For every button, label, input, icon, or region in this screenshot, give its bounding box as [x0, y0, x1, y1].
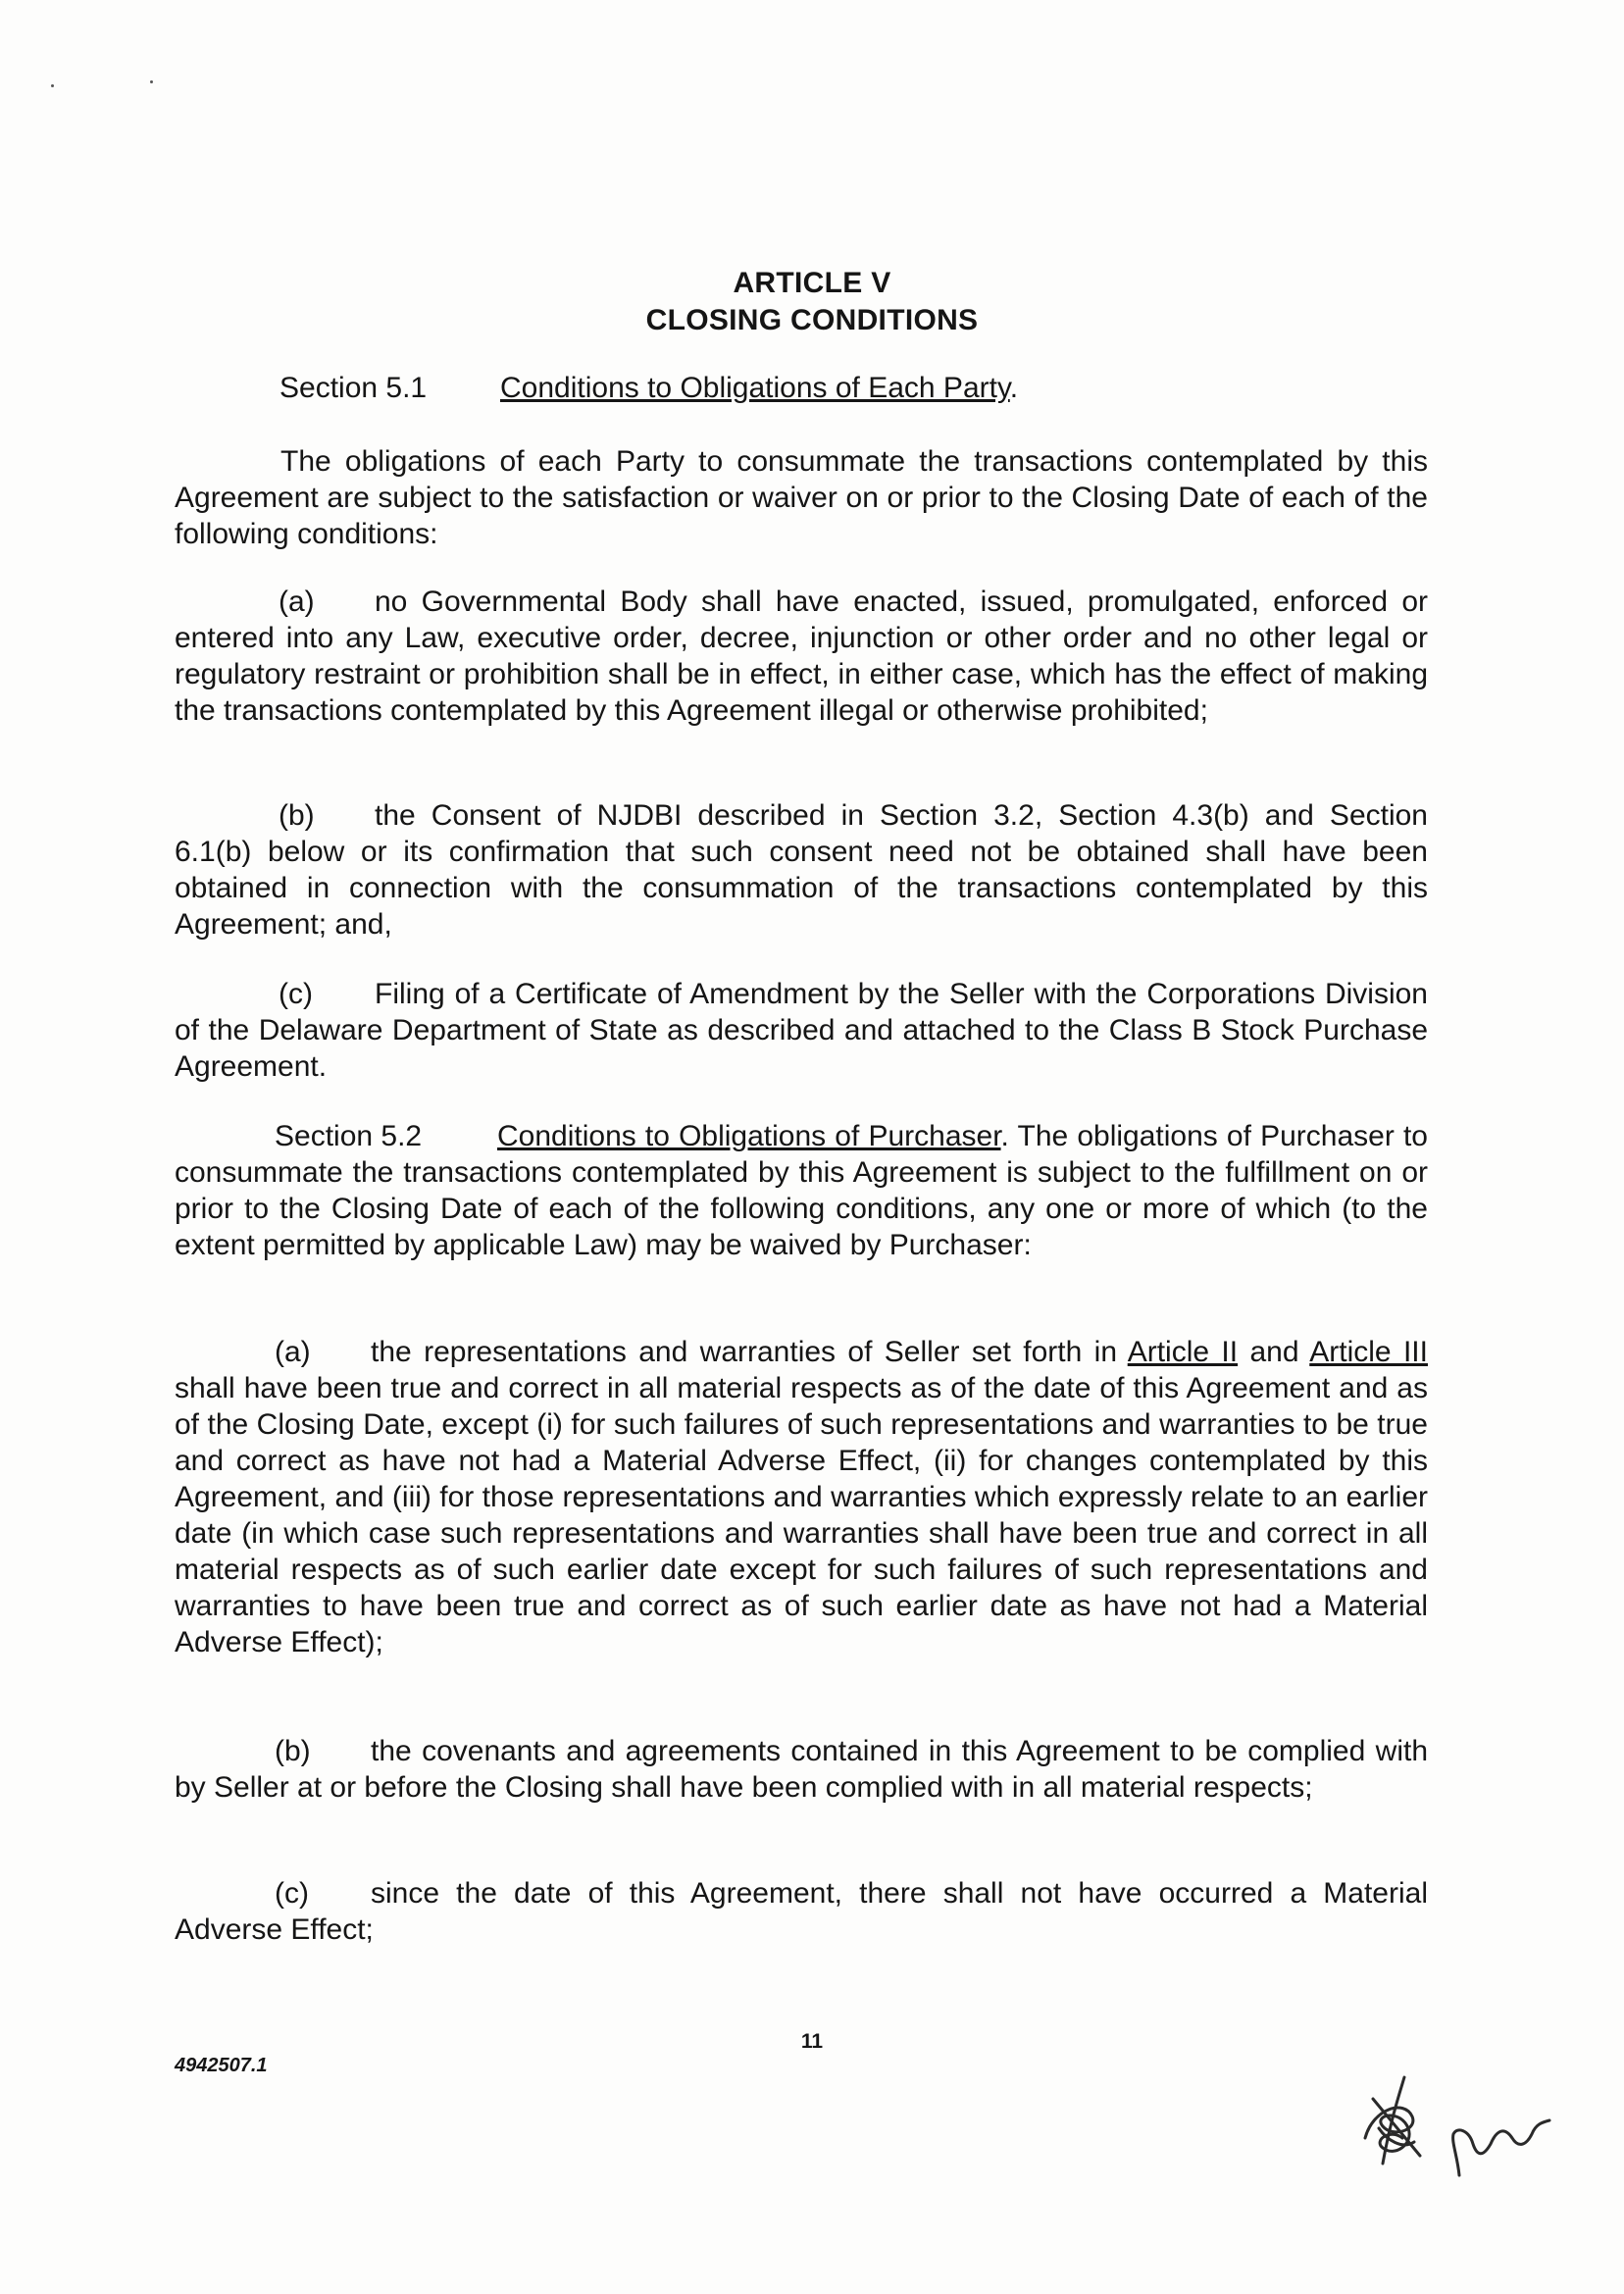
article-title: CLOSING CONDITIONS: [645, 304, 979, 336]
section-heading: Conditions to Obligations of Each Party: [500, 372, 1010, 404]
section-heading: Conditions to Obligations of Purchaser: [497, 1120, 1001, 1152]
article-reference: Article III: [1309, 1336, 1428, 1368]
handwritten-initials: [1344, 2069, 1579, 2187]
item-label: (a): [279, 586, 315, 618]
item-text: the Consent of NJDBI described in Section 3.2, Section 4.3(b) and Section 6.1(b) below or its confirmation that such consent need not be obtained shall have been obtained in connection with the consummation of the transactions contemplated by this Agreement; and,: [175, 799, 1428, 941]
section-5-1-intro: The obligations of each Party to consummate the transactions contemplated by this Agreement are subject to the satisfaction or waiver on or prior to the Closing Date of each of the following conditions:: [175, 445, 1428, 550]
list-item: [175, 1733, 1428, 1806]
item-label: (a): [275, 1336, 311, 1368]
item-text: no Governmental Body shall have enacted, issued, promulgated, enforced or entered into any Law, executive order, decree, injunction or other order and no other legal or regulatory restraint or prohibition shall be in effect, in either case, which has the effect of making the transactions contemplated by this Agreement illegal or otherwise prohibited;: [175, 586, 1428, 727]
list-item: [175, 1875, 1428, 1948]
item-text: the covenants and agreements contained in this Agreement to be complied with by Seller at or before the Closing shall have been complied with in all material respects;: [175, 1735, 1428, 1804]
section-number: Section 5.1: [279, 372, 428, 404]
item-label: (b): [275, 1735, 311, 1767]
article-number: ARTICLE V: [733, 267, 891, 299]
list-item: [175, 976, 1428, 1085]
scan-speck: [150, 80, 153, 83]
item-text: since the date of this Agreement, there shall not have occurred a Material Adverse Effect;: [175, 1877, 1428, 1946]
list-item: (a) the representations and warranties of Seller set forth in Article II and Article III shall have been true and correct in all material respects as of the date of this Agreement and as of the Closing Date, except (i) for such failures of such representations and warranties to be true and correct as have not had a Material Adverse Effect, (ii) for changes contemplated by this Agreement, and (iii) for those representations and warranties which expressly relate to an earlier date (in which case such representations and warranties shall have been true and correct in all material respects as of such earlier date except for such failures of such representations and warranties to have been true and correct as of such earlier date as have not had a Material Adverse Effect);: [175, 1336, 1428, 1658]
section-number: Section 5.2: [275, 1120, 423, 1152]
item-label: (b): [279, 799, 315, 832]
article-reference: Article II: [1127, 1336, 1239, 1368]
document-id: 4942507.1: [175, 2055, 268, 2076]
list-item: [175, 797, 1428, 943]
scan-speck: [51, 84, 54, 87]
page-number: 11: [800, 2030, 824, 2053]
section-5-2-intro: Section 5.2 Conditions to Obligations of Purchaser. The obligations of Purchaser to consummate the transactions contemplated by this Agreement is subject to the fulfillment on or prior to the Closing Date of each of the following conditions, any one or more of which (to the extent permitted by applicable Law) may be waived by Purchaser:: [175, 1120, 1428, 1261]
item-label: (c): [279, 978, 313, 1010]
item-text: Filing of a Certificate of Amendment by the Seller with the Corporations Division of the Delaware Department of State as described and attached to the Class B Stock Purchase Agreement.: [175, 978, 1428, 1083]
section-5-1-header: Section 5.1 Conditions to Obligations of Each Party.: [279, 372, 1019, 404]
item-label: (c): [275, 1877, 309, 1910]
list-item: [175, 584, 1428, 729]
